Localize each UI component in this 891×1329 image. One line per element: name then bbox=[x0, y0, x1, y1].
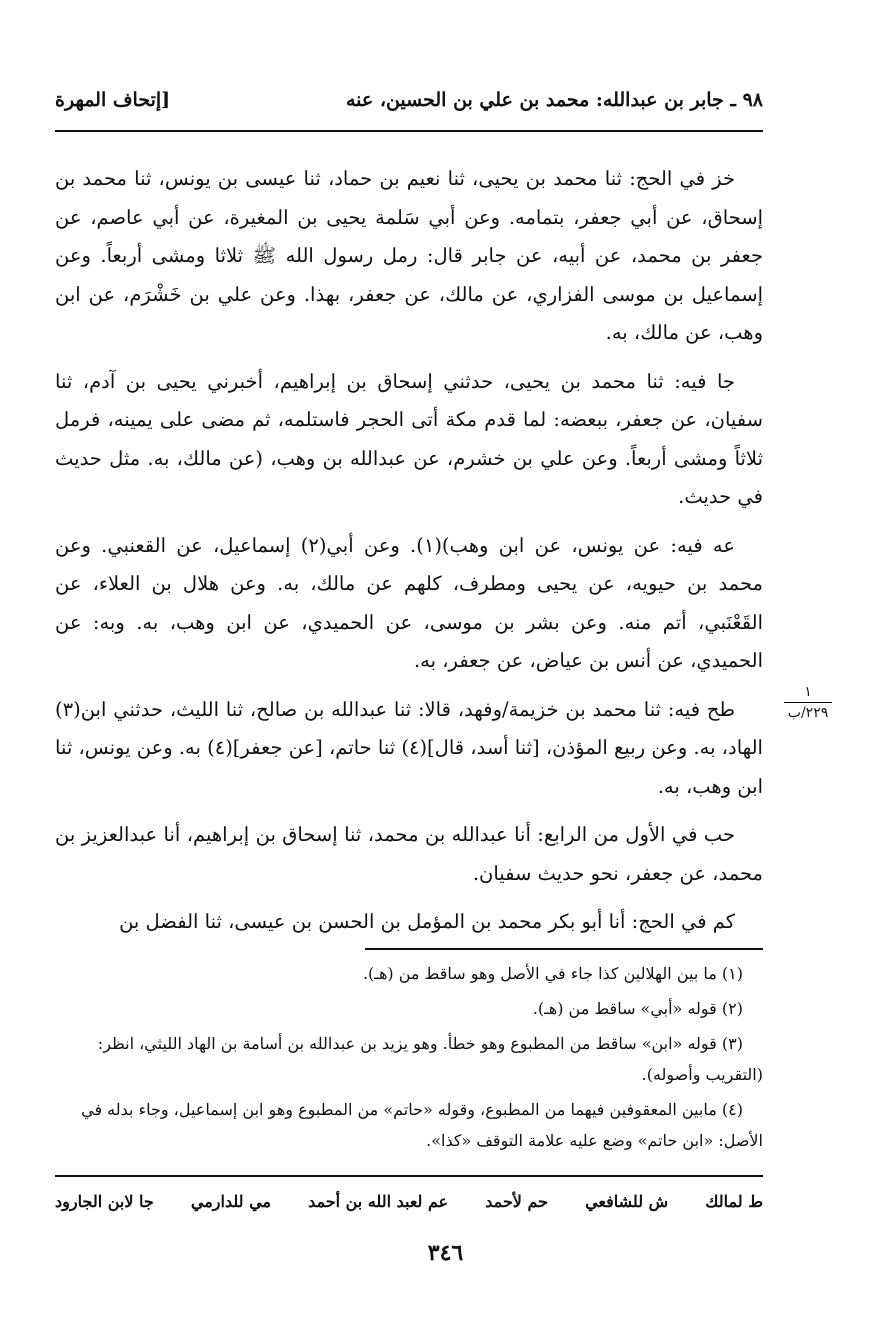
running-header bbox=[55, 82, 763, 118]
abbr-malik: ط لمالك bbox=[705, 1192, 763, 1211]
paragraph-ah: عه فيه: عن يونس، عن ابن وهب)(١). وعن أبي(٢) إسماعيل، عن القعنبي. وعن محمد بن حيويه، عن يحيى ومطرف، كلهم عن مالك، به. وعن هلال بن العلاء، عن القَعْنَبي، أتم منه. وعن بشر بن موسى، عن الحميدي، عن ابن وهب، به. وبه: عن الحميدي، عن أنس بن عياض، عن جعفر، به. bbox=[55, 533, 763, 672]
abbr-shafii: ش للشافعي bbox=[585, 1192, 669, 1211]
manuscript-folio-note bbox=[778, 684, 838, 721]
footnote-rule bbox=[365, 948, 763, 950]
abbr-darimi: مي للدارمي bbox=[190, 1192, 271, 1211]
paragraph-hb: حب في الأول من الرابع: أنا عبدالله بن محمد، ثنا إسحاق بن إبراهيم، أنا عبدالعزيز بن محمد، عن جعفر، نحو حديث سفيان. bbox=[55, 823, 763, 885]
footnotes bbox=[55, 958, 763, 1160]
footnote-2: (٢) قوله «أبي» ساقط من (هـ). bbox=[532, 999, 743, 1018]
header-title: ٩٨ ـ جابر بن عبدالله: محمد بن علي بن الحسين، عنه bbox=[345, 89, 763, 111]
folio-divider bbox=[784, 702, 832, 703]
abbr-jarud: جا لابن الجارود bbox=[55, 1192, 154, 1211]
header-rule bbox=[55, 130, 763, 132]
abbreviation-rule bbox=[55, 1175, 763, 1177]
abbr-ahmad: حم لأحمد bbox=[485, 1192, 549, 1211]
folio-top: ١ bbox=[804, 684, 812, 700]
abbreviation-key bbox=[55, 1192, 763, 1211]
paragraph-th: طح فيه: ثنا محمد بن خزيمة/وفهد، قالا: ثنا عبدالله بن صالح، ثنا الليث، حدثني ابن(٣) الهاد، به. وعن ربيع المؤذن، [ثنا أسد، قال](٤) ثنا حاتم، [عن جعفر](٤) به. وعن يونس، ثنا ابن وهب، به. bbox=[55, 697, 763, 798]
footnote-4: (٤) مابين المعقوفين فيهما من المطبوع، وقوله «حاتم» من المطبوع وهو ابن إسماعيل، وجاء بدله في الأصل: «ابن حاتم» وضع عليه علامة التوقف «كذا». bbox=[81, 1100, 763, 1150]
footnote-3: (٣) قوله «ابن» ساقط من المطبوع وهو خطأ. وهو يزيد بن عبدالله بن أسامة بن الهاد الليثي، انظر: (التقريب وأصوله). bbox=[97, 1034, 763, 1084]
paragraph-khz: خز في الحج: ثنا محمد بن يحيى، ثنا نعيم بن حماد، ثنا عيسى بن يونس، ثنا محمد بن إسحاق، عن أبي جعفر، بتمامه. وعن أبي سَلمة يحيى بن المغيرة، عن أبي عاصم، عن جعفر بن محمد، عن أبيه، عن جابر قال: رمل رسول الله ﷺ ثلاثا ومشى أربعاً. وعن إسماعيل بن موسى الفزاري، عن مالك، عن جعفر، بهذا. وعن علي بن خَشْرَم، عن ابن وهب، عن مالك، به. bbox=[55, 167, 763, 344]
abbr-abdullah: عم لعبد الله بن أحمد bbox=[308, 1192, 449, 1211]
paragraph-ja: جا فيه: ثنا محمد بن يحيى، حدثني إسحاق بن إبراهيم، أخبرني يحيى بن آدم، ثنا سفيان، عن جعفر، ببعضه: لما قدم مكة أتى الحجر فاستلمه، ثم مضى على يمينه، فرمل ثلاثاً ومشى أربعاً. وعن علي بن خشرم، عن عبدالله بن وهب، (عن مالك، به. مثل حديث في حديث. bbox=[55, 369, 763, 508]
folio-bottom: ٢٢٩/ب bbox=[787, 705, 829, 721]
footnote-1: (١) ما بين الهلالين كذا جاء في الأصل وهو ساقط من (هـ). bbox=[362, 964, 743, 983]
header-book-name: [إتحاف المهرة bbox=[55, 89, 171, 111]
main-text bbox=[55, 160, 763, 952]
page-number: ٣٤٦ bbox=[427, 1240, 464, 1266]
paragraph-km: كم في الحج: أنا أبو بكر محمد بن المؤمل بن الحسن بن عيسى، ثنا الفضل بن bbox=[119, 910, 735, 933]
